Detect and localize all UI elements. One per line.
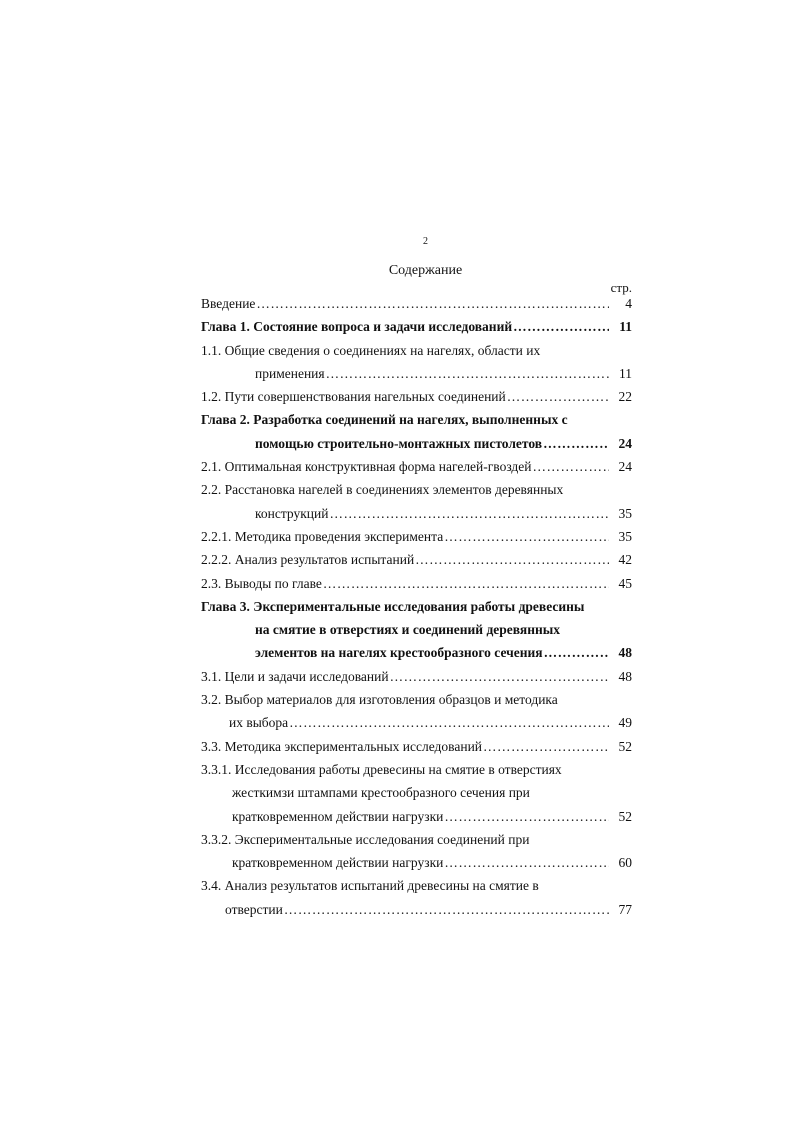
toc-title: Содержание bbox=[388, 263, 463, 278]
toc-entry[interactable] bbox=[201, 455, 632, 478]
toc-entry-title-continued: их выбора bbox=[229, 715, 289, 731]
dot-leader bbox=[544, 641, 609, 664]
toc-page-number: 22 bbox=[618, 389, 632, 405]
toc-page-number: 48 bbox=[618, 668, 632, 684]
dot-leader bbox=[444, 805, 609, 828]
dot-leader bbox=[284, 898, 609, 921]
toc-entry-title-continued: кратковременном действии нагрузки bbox=[232, 808, 444, 824]
toc-entry-title-continued: отверстии bbox=[225, 901, 283, 917]
toc-entry-title: 2.2.1. Методика проведения эксперимента bbox=[201, 528, 444, 544]
toc-entry-title: 2.1. Оптимальная конструктивная форма нагелей-гвоздей bbox=[201, 459, 532, 475]
dot-leader bbox=[444, 851, 609, 874]
toc-entry[interactable] bbox=[201, 292, 632, 315]
toc-entry[interactable] bbox=[201, 339, 632, 386]
toc-entry-title-continued: жесткимзи штампами крестообразного сечения при bbox=[232, 785, 530, 801]
dot-leader bbox=[390, 665, 609, 688]
toc-entry-title: 3.3.2. Экспериментальные исследования соединений при bbox=[201, 831, 530, 847]
toc-entry[interactable] bbox=[201, 572, 632, 595]
dot-leader bbox=[444, 525, 609, 548]
toc-page-number: 48 bbox=[618, 645, 632, 661]
dot-leader bbox=[415, 548, 609, 571]
toc-entry-title: Глава 2. Разработка соединений на нагелях, выполненных с bbox=[201, 412, 568, 428]
toc-entry[interactable] bbox=[201, 828, 632, 875]
toc-entry-title: 3.1. Цели и задачи исследований bbox=[201, 668, 389, 684]
toc-page-number: 52 bbox=[618, 808, 632, 824]
toc-entry[interactable] bbox=[201, 874, 632, 921]
toc-entry-title-continued: конструкций bbox=[255, 505, 329, 521]
page-number: 2 bbox=[423, 236, 428, 247]
toc-page-number: 11 bbox=[619, 365, 632, 381]
dot-leader bbox=[256, 292, 609, 315]
dot-leader bbox=[326, 362, 609, 385]
toc-entry-title: 1.1. Общие сведения о соединениях на нагелях, области их bbox=[201, 342, 541, 358]
toc-entry-title-continued: применения bbox=[255, 365, 325, 381]
table-of-contents bbox=[201, 292, 632, 921]
toc-page-number: 11 bbox=[619, 319, 632, 335]
toc-entry-title: 1.2. Пути совершенствования нагельных соединений bbox=[201, 389, 506, 405]
toc-page-number: 49 bbox=[618, 715, 632, 731]
dot-leader bbox=[507, 385, 609, 408]
toc-entry[interactable] bbox=[201, 525, 632, 548]
toc-page-number: 42 bbox=[618, 552, 632, 568]
page-column-label: стр. bbox=[610, 280, 632, 295]
toc-entry-title: 2.3. Выводы по главе bbox=[201, 575, 322, 591]
dot-leader bbox=[329, 502, 609, 525]
toc-page-number: 35 bbox=[618, 528, 632, 544]
dot-leader bbox=[483, 735, 609, 758]
toc-entry-title: 3.2. Выбор материалов для изготовления образцов и методика bbox=[201, 692, 558, 708]
toc-entry-title: 3.4. Анализ результатов испытаний древесины на смятие в bbox=[201, 878, 539, 894]
toc-page-number: 24 bbox=[618, 435, 632, 451]
toc-entry-title-continued: на смятие в отверстиях и соединений деревянных bbox=[255, 622, 561, 638]
toc-entry-title-continued: элементов на нагелях крестообразного сечения bbox=[255, 645, 543, 661]
toc-entry-title: 3.3. Методика экспериментальных исследований bbox=[201, 738, 483, 754]
toc-entry-title: 2.2.2. Анализ результатов испытаний bbox=[201, 552, 415, 568]
toc-page-number: 60 bbox=[618, 855, 632, 871]
toc-page-number: 24 bbox=[618, 459, 632, 475]
toc-entry[interactable] bbox=[201, 735, 632, 758]
dot-leader bbox=[543, 432, 609, 455]
dot-leader bbox=[289, 711, 609, 734]
toc-page-number: 77 bbox=[618, 901, 632, 917]
toc-entry[interactable] bbox=[201, 758, 632, 828]
toc-entry-title: Глава 1. Состояние вопроса и задачи исследований bbox=[201, 319, 513, 335]
toc-page-number: 52 bbox=[618, 738, 632, 754]
toc-entry-title-continued: помощью строительно-монтажных пистолетов bbox=[255, 435, 543, 451]
toc-page-number: 4 bbox=[625, 296, 632, 311]
toc-entry[interactable] bbox=[201, 548, 632, 571]
toc-page-number: 35 bbox=[618, 505, 632, 521]
toc-entry[interactable] bbox=[201, 665, 632, 688]
toc-entry[interactable] bbox=[201, 478, 632, 525]
toc-entry-chapter[interactable] bbox=[201, 595, 632, 665]
dot-leader bbox=[533, 455, 609, 478]
toc-entry-title: 3.3.1. Исследования работы древесины на смятие в отверстиях bbox=[201, 761, 562, 777]
toc-entry-chapter[interactable] bbox=[201, 315, 632, 338]
toc-entry[interactable] bbox=[201, 688, 632, 735]
toc-entry-chapter[interactable] bbox=[201, 408, 632, 455]
toc-entry-title: 2.2. Расстановка нагелей в соединениях элементов деревянных bbox=[201, 482, 564, 498]
toc-entry-title: Введение bbox=[201, 296, 256, 311]
toc-entry-title-continued: кратковременном действии нагрузки bbox=[232, 855, 444, 871]
dot-leader bbox=[513, 315, 609, 338]
dot-leader bbox=[323, 572, 609, 595]
toc-entry-title: Глава 3. Экспериментальные исследования работы древесины bbox=[201, 598, 585, 614]
toc-page-number: 45 bbox=[618, 575, 632, 591]
toc-entry[interactable] bbox=[201, 385, 632, 408]
